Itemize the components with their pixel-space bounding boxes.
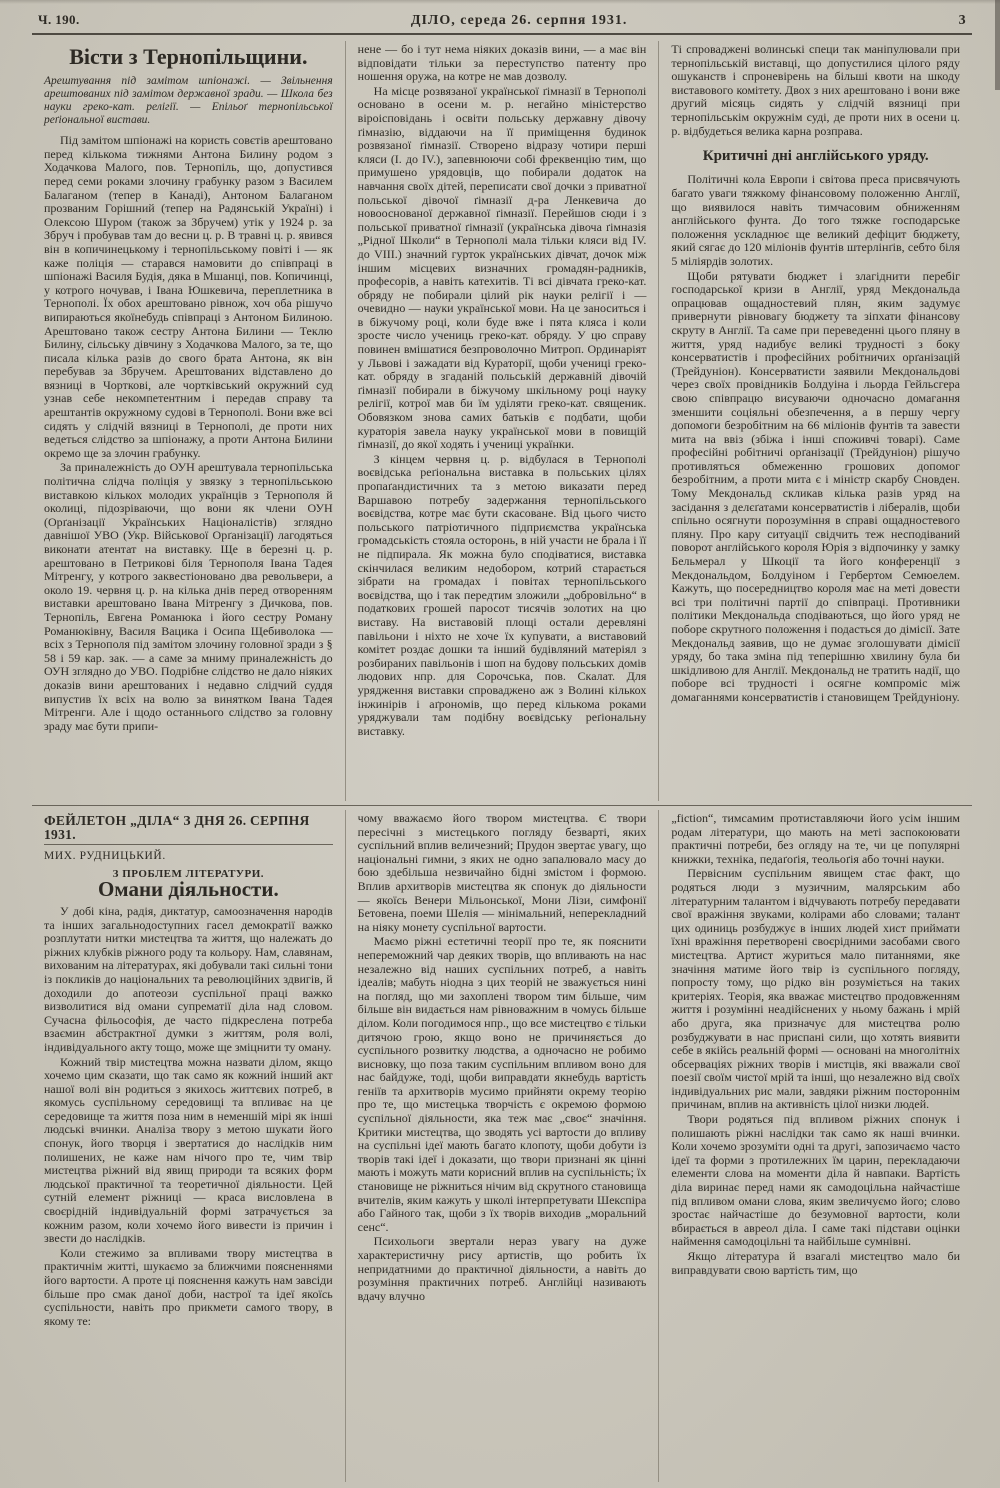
feuilleton-author: МИХ. РУДНИЦЬКИЙ. xyxy=(44,850,166,863)
paragraph: Щоби рятувати бюджет і злагіднити перебіг господарської кризи в Англії, уряд Мекдональда опрацював ощадностевий плян, яким задумує привернути рівновагу бюджету та зіпхати фінансову скруту в Англії. Та саме при переведенні цього пляну в життя, уряд надибує великі трудності з боку консерватистів і професійних робітничих орґанізацій (Трейдуніон). Консерватисти заявили Мекдональдові через своїх провідників Болдуіна і льорда Гейльсгера свою співпрацю висуваючи одночасно домагання зменшити соціяльні обезпечення, а в першу чергу допомоги безробітним на 66 міліонів фунтів та завести мита на ввіз (збіжа і інші споживчі товарі). Саме професійні робітничі орґанізації (Трейдуніон) рішучо противляться обмеженню грошових допомог безробітним, а проти мита є і міністр скарбу Сновден. Тому Мекдональд скликав кілька разів уряд на засідання з делєґатами консерватистів і лібералів, щоби спільно осягнути порозуміння в справі ощадностевого пляну. Про кару ситуації свідчить теж несподіваний поворот англійського короля Юрія з відпочинку у замку Бельмерал у Шкоції та його конференції з Мекдональдом, Болдуіном і Гербертом Семюелем. Кажуть, що посередництво короля має на меті довести всі три політичні партії до співпраці. Противники політики Мекдональда сподіваються, що його уряд не поборе скрутного положення і подасться до дімісії. Зате Мекдональд заявив, що не думає зголошувати дімісії уряду, бо така зміна під теперішню хвилину була би шкідливою для Англії. Мекдональд не тратить надії, що поборе всі трудності і осягне компроміс між домаганнями консерватистів і становищем Трейдуніону. xyxy=(671,268,961,704)
issue-number: Ч. 190. xyxy=(38,12,80,27)
paragraph: Політичні кола Европи і світова преса присвячують багато уваги тяжкому фінансовому положенню Англії, що виявилося навіть тимчасовим обниженням англійського фунта. До того тяжке господарське положення ускладнює ще великий дефіцит бюджету, який сягає до 120 міліонів фунтів штерлінґів, себто біля 5 міліярдів золотих. xyxy=(671,172,961,268)
paragraph: За приналежність до ОУН арештувала тернопільська політична слідча поліція у звязку з тернопільською виставкою кількох молодих українців з Тернополя й околиці, підозріваючи, що вони як члени ОУН (Орґанізації Українських Націоналістів) зглядно давнішої УВО (Укр. Військової Орґанізації) лагодяться виконати атентат на виставку. Ще в березні ц. р. арештовано в Петрикові біля Тернополя Івана Тадея Мітренгу, у котрого заквестіоновано два револьвери, а около 19. червня ц. р. на кілька днів перед отворенням виставки арештовано Івана Мітренгу з Дичкова, пов. Тернопіль, Евгена Романюка і його сестру Роману Романюківну, Василя Вацика і Осипа Щебиволока — всіх з Тернополя під замітом злочину головної зради з § 58 і 59 кар. зак. — а саме за мниму приналежність до ОУН зглядно до УВО. Подрібне слідство не дало ніяких доказів вини арештованих і недавно слідчий суддя випустив їх всіх на волю за винятком Івана Тадея Мітренги. Але і щодо останнього слідство за головну зраду має бути припи- xyxy=(44,460,333,733)
column-3 xyxy=(658,41,972,801)
paragraph: Коли стежимо за впливами твору мистецтва в практичнім житті, шукаємо за ближчими поясненнями його вартости. А проте ці пояснення кажуть нам завсіди більше про смак даної доби, настрої та ідеї якоїсь суспільности, навіть про прикмети самого твору, в якому те: xyxy=(44,1245,333,1328)
paragraph: У добі кіна, радія, диктатур, самоозначення народів та інших загальнодоступних гасел демократії важко розплутати нитки мистецтва та життя, що належать до ріжних клубків ріжного роду та кольору. Нам, славянам, вихованим на літературах, які добували такі сильні тони із покликів до національних та революційних здвигів, й доходили до апотеози суспільної праці важко визволитися від омани супрематії діла над словом. Сучасна фільософія, де часто підкреслена потреба взаємин абстрактної думки з життям, роля волі, індивідуального акту тощо, може ще зміцнити ту оману. xyxy=(44,903,333,1054)
feuilleton-column-1 xyxy=(32,810,345,1482)
feuilleton-header-rule xyxy=(44,844,333,845)
paragraph: нене — бо і тут нема ніяких доказів вини, — а має він відповідати тільки за переступство патенту про ношення оружа, на котре не мав дозволу. xyxy=(357,42,647,84)
paragraph: „fiction“, тимсамим протиставляючи його усім іншим родам літератури, що мають на меті заспокоювати практичні потреби, без огляду на те, чи це популярні книжки, техніка, педаґоґія, теольоґія або точні науки. xyxy=(671,811,961,866)
masthead xyxy=(32,10,972,33)
feuilleton-series-title: З ПРОБЛЕМ ЛІТЕРАТУРИ. xyxy=(112,867,265,880)
article-title-england: Критичні дні англійського уряду. xyxy=(702,148,929,165)
paragraph: Якщо література й взагалі мистецтво мало би виправдувати свою вартість тим, що xyxy=(671,1249,961,1277)
paragraph: З кінцем червня ц. р. відбулася в Тернополі воєвідська реґіональна виставка в польських цілях пропаґандистичних та з метою виказати перед Варшавою потребу задержання тернопільського воєвідства, котре має бути скасоване. Від цього чисто польського патріотичного підприємства українська громадськість стояла осторонь, в ній участи не брала і її не підпирала. Як можна було сподіватися, виставка скінчилася великим недобором, котрий старається зібрати на громадах і повітах тернопільського воєвідства, що і так передтим зложили „добровільно“ в податкових грошей паросот тисячів золотих на цю виставу. На виставовій площі остали деревляні павільони і ніхто не хоче їх купувати, а виставовий комітет роздає дошки та інший будівляний матеріял з розбираних павільонів і шоп на будову польських домів людових нпр. для Сорочська, пов. Скалат. Для урядження виставки спроваджено аж з Волині кількох інжинірів і аґрономів, що перед кількома роками уряджували там подібну воєвідську реґіональну виставку. xyxy=(357,451,647,738)
section-divider-rule xyxy=(32,805,972,806)
paragraph: На місце розвязаної української ґімназії в Тернополі основано в осени м. р. негайно міністерство віроісповідань і освіти польську державну дівочу ґімназію, віддаючи на її приміщення будинок розвязаної ґімназії. Створено відразу чотири перші кляси (І. до IV.), запевнюючи собі фреквенцію тим, що примушено урядовців, що побирали додаток на навчання своїх дітей, переписати свої дочки з приватної польської дівочої ґімназії д-ра Ленкевича до новооснованої державної ґімназії. Перейшов сюди і з польської приватної ґімназії (українська дівоча ґімназія „Рідної Школи“ в Тернополі мала тільки кляси від IV. до VIII.) значний гурток українських дівчат, дочок між іншим місцевих визначних громадян-радників, професорів, а навіть катехитів. Ті всі дівчата греко-кат. обряду не побирали цілий рік науки релігії і — очевидно — науки української мови. На це заноситься і в біжучому році, коли буде вже і пята кляса і коли зросте число учениць греко-кат. обряду. У цю справу повинен вмішатися безпроволочно Митроп. Ординаріят у Львові і зажадати від Кураторії, щоби учениці греко-кат. обряду в згаданій польській державній дівочій ґімназії побирали в біжучому шкільному році науку релігії, котрої мав би їм уділяти греко-кат. священик. Обовязком знова самих батьків є подбати, щоби кураторія завела науку української мови в повищій ґімназії, до якої ходять і учениці українки. xyxy=(357,83,647,452)
feuilleton-column-3 xyxy=(658,810,972,1482)
feuilleton-column-2 xyxy=(345,810,659,1482)
newspaper-title-date: ДІЛО, середа 26. серпня 1931. xyxy=(410,13,628,28)
paragraph: Твори родяться під впливом ріжних спонук і полишають ріжні наслідки так само як наші вчинки. Коли хочемо зрозуміти одні та другі, запозичаємо часто ідеї та форми з протилежних їм царин, перекладаючи елементи слова на моменти діла й навпаки. Вартість діла виринає перед нами як самодоцільна найчастіше під впливом омани слова, яким звеличуємо його; слово зростає найчастіше до безумовної вартости, коли вбирається в авреол діла. І саме такі підстави оцінки наймення самодоцільні та найбільше сумнівні. xyxy=(671,1112,961,1249)
paragraph: Кожний твір мистецтва можна назвати ділом, якщо хочемо цим сказати, що так само як кожний інший акт нашої волі він родиться з якихось життєвих потреб, в якомусь суспільному середовищі та впливає на це середовище та життя поза ним в неменшій мірі як інші людські вчинки. Аналіза твору з метою шукати його спонук, його творця і звертатися до наслідків ним полишених, не каже нам нічого про те, чим твір мистецтва ріжний від явищ природи та всяких форм людської практичної та теоретичної діяльности. Цей сутній елемент ріжниці — краса висловлена в своєрідній індивідуальній формі затрачується за кожним разом, коли хочемо його вивести із причин і звести до наслідків. xyxy=(44,1054,333,1246)
paragraph: Під замітом шпіонажі на користь совєтів арештовано перед кількома тижнями Антона Билину родом з Ходачкова Малого, пов. Тернопіль, що, допустився перед семи роками злочину грабунку разом з Василем Балаганом (тепер в Канаді), Антоном Балаганом прозваним Горішний (тепер на Радянській Україні) і Олексою Шуром (також за Збручем) утік у 1924 р. за Збруч і пробував там до весни ц. р. В травні ц. р. явився він в копичинецькому і тернопільському повіті і — як каже поліція — старався намовити до співпраці в шпіонажі Василя Будія, дяка в Мшанці, пов. Копичинці, у котрого ночував, і Івана Юшкевича, переплетника в Тернополі. Їх обох арештовано рівнож, хоч оба рішучо випираються якоїнебудь співпраці з Антоном Билиною. Арештовано також сестру Антона Билини — Теклю Билину, сільську дівчину з Ходачкова Малого, за те, що писала кілька разів до свого брата Антона, як він перебував за Збручем. Арештованих відставлено до вязниці в Чорткові, але чортківський окружний суд узнав себе некомпетентним і передав справу та арештантів окружному судові в Тернополі. Вони вже всі сидять у слідчій вязниці в Тернополі, де проти них ведеться слідство за шпіонажу, а проти Антона Билини окремо ще за злочин грабунку. xyxy=(44,133,333,460)
paragraph: Психольоги звертали нераз увагу на дуже характеристичну рису артистів, що робить їх непридатними до практичної діяльности, а навіть до розуміння практичних потреб. Англійці називають вдачу влучно xyxy=(357,1234,647,1303)
paragraph: Ті спроваджені волинські специ так маніпулювали при тернопільській виставці, що допустилися цілого ряду ошуканств і спроневірень на більші квоти на шкоду виставового комітету. Двох з них арештовано і вони вже другий місяць сидять у слідчій вязниці при тернопільськім окружнім суді, де проти них в осени ц. р. відбудеться велика карна розправа. xyxy=(671,42,961,138)
feuilleton-header: ФЕЙЛЕТОН „ДІЛА“ З ДНЯ 26. СЕРПНЯ 1931. xyxy=(44,813,310,842)
paragraph: чому вважаємо його твором мистецтва. Є твори пересічні з мистецького погляду безварті, яких суспільний вплив величезний; Прудон звертає увагу, що національні гимни, з яких не одно запалювало масу до бою здебільша незвичайно бідні змістом і формою. Вплив архитворів мистецтва як спонук до діяльности — якоїсь Венери Мільонської, Мони Лізи, симфонії Бетовена, поеми Шелія — мінімальний, неперекладний на ніяку монету суспільної вартости. xyxy=(357,811,647,934)
article-subtitle: Арештування під замітом шпіонажі. — Звільнення арештованих під замітом державної зради. — Школа без науки греко-кат. релігії. — Епільоґ тернопільської реґіональної вистави. xyxy=(44,75,333,127)
scan-edge xyxy=(995,0,1000,90)
column-1 xyxy=(32,41,345,801)
feuilleton-title: Омани діяльности. xyxy=(97,877,279,902)
page-number: 3 xyxy=(958,13,966,28)
article-title-ternopil: Вісти з Тернопільщини. xyxy=(69,44,308,69)
scan-edge xyxy=(0,0,1000,4)
paragraph: Первісним суспільним явищем стає факт, що родяться люди з музичним, малярським або літературним талантом і відчувають потребу передавати свої вражіння звуками, колірами або словами; талант цих одиниць розбуджує в інших людей хист приймати їхні вражіння перетворені своєрідними засобами свого мистецтва. Артист журиться мало питаннями, яке значіння матиме його твір із суспільного погляду, попросту тому, що рідко він розуміється на таких критеріях. Теорія, яка вважає мистецтво продовженням життя і розумінні неадійснених у ньому бажань і мрій або друга, яка призначує для мистецтва ролю розбуджувати в нас приспані сили, що хотять виявити себе в якійсь реальній формі — основані на многолітніх обсерваціях ріжних творів і мистців, які вважали свої поезії своїм чистої мрій та інші, що незалежно від своїх індивідуальних рис мали, завдяки ріжним постороннім причинам, вплив на активність цілої низки людей. xyxy=(671,866,961,1112)
masthead-rule xyxy=(32,33,972,35)
column-2 xyxy=(345,41,659,801)
top-section xyxy=(32,41,972,801)
feuilleton-section xyxy=(32,810,972,1482)
paragraph: Маємо ріжні естетичні теорії про те, як пояснити непереможний чар деяких творів, що впливають на нас незалежно від наших суспільних потреб, а навіть ідеалів; мабуть ніодна з цих теорій не зважується нині на погляд, що ми захоплені твором тим більше, чим більше він видається нам рівноважним в чомусь більше ділом. Коли погодимося нпр., що все мистецтво є тільки дитячою грою, якщо воно не причиняється до суспільного розвитку людства, а одночасно не робимо висновку, що поза таким суспільним впливом воно для нас байдуже, тоді, щоби виправдати якнебудь вартість геніїв та архитворів мусимо прийняти окрему теорію про те, що мистецька творчість є окремою формою суспільної діяльности, яка теж має „своє“ значіння. Критики мистецтва, що зводять усі вартости до впливу на суспільні ідеї мають багато клопоту, щоби добути із творів такі ідеї і доказати, що твори признані як цінні мають і можуть мати корисний вплив на суспільність; їх становище не ріжниться нічим від скрутного становища вчителів, яким кажуть у школі інтерпретувати Шекспіра або Гайного так, щоби з їх творів виходив „моральний сенс“. xyxy=(357,934,647,1234)
